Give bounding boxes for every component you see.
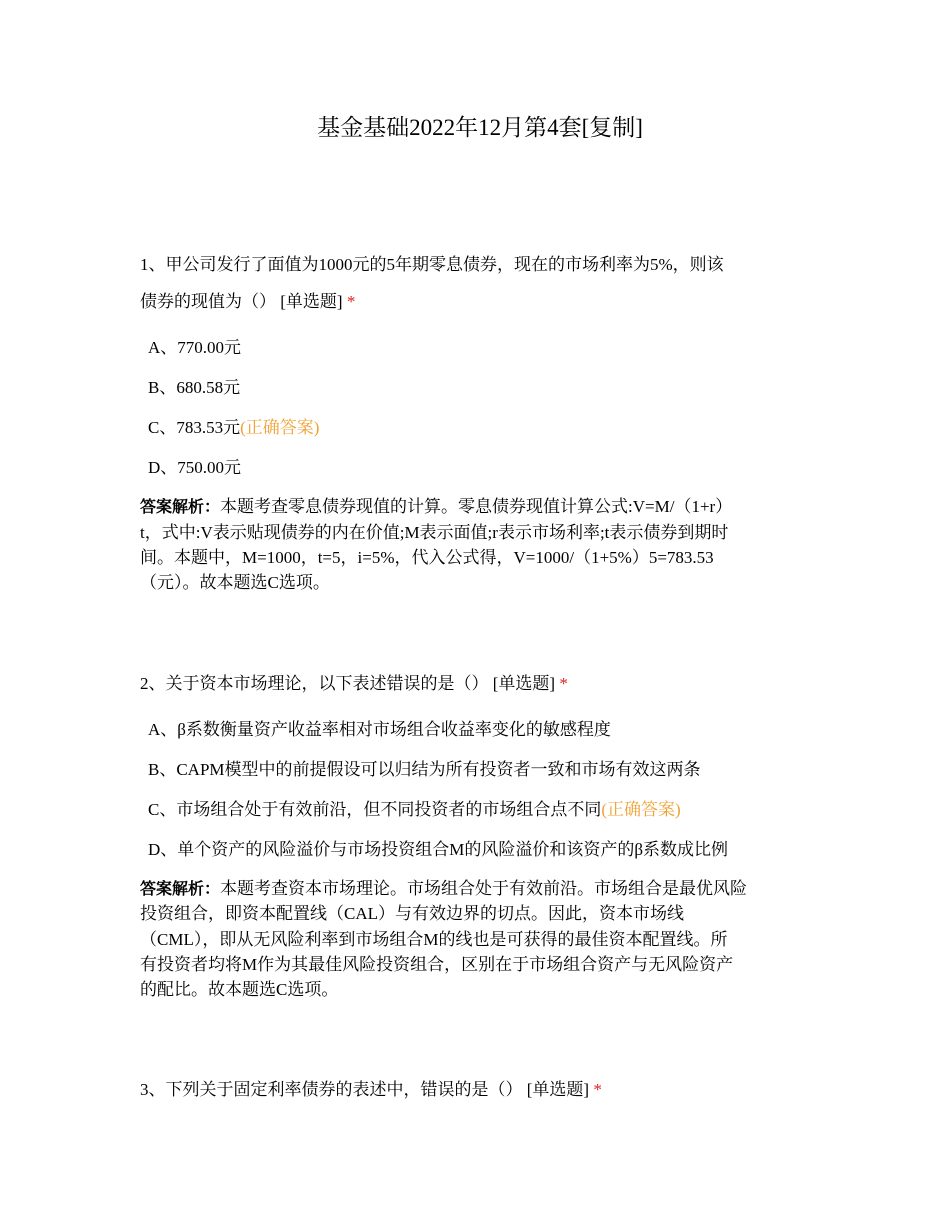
question-type: [单选题] (526, 1080, 590, 1099)
explanation-line: 投资组合，即资本配置线（CAL）与有效边界的切点。因此，资本市场线 (140, 904, 684, 923)
explanation-line: 有投资者均将M作为其最佳风险投资组合，区别在于市场组合资产与无风险资产 (140, 955, 734, 974)
option-d: D、单个资产的风险溢价与市场投资组合M的风险溢价和该资产的β系数成比例 (148, 840, 729, 859)
explanation-label: 答案解析： (140, 497, 221, 516)
explanation-line: （CML），即从无风险利率到市场组合M的线也是可获得的最佳资本配置线。所 (140, 930, 728, 949)
option-d: D、750.00元 (148, 458, 242, 477)
explanation-line (140, 879, 747, 899)
required-marker: * (559, 674, 568, 693)
question-2-line-1 (140, 674, 568, 694)
page-title: 基金基础2022年12月第4套[复制] (317, 115, 643, 140)
option-b: B、CAPM模型中的前提假设可以归结为所有投资者一致和市场有效这两条 (148, 760, 701, 779)
explanation-line (140, 497, 732, 517)
question-1-line-2 (140, 292, 355, 312)
required-marker: * (346, 292, 356, 311)
explanation-line: （元）。故本题选C选项。 (140, 573, 330, 592)
explanation-text: 本题考查零息债券现值的计算。零息债券现值计算公式:V=M/（1+r） (220, 497, 733, 516)
option-a: A、770.00元 (148, 338, 242, 357)
question-text: 2、关于资本市场理论，以下表述错误的是（） (140, 674, 489, 693)
option-c (148, 418, 319, 438)
explanation-line: t，式中:V表示贴现债券的内在价值;M表示面值;r表示市场利率;t表示债券到期时 (140, 523, 729, 542)
question-3-line-1 (140, 1080, 602, 1100)
option-c (148, 800, 681, 820)
question-text: 债券的现值为（） (140, 292, 276, 311)
explanation-label: 答案解析： (140, 879, 221, 898)
explanation-line: 间。本题中，M=1000，t=5，i=5%，代入公式得，V=1000/（1+5%）5=783.53 (140, 548, 714, 567)
option-b: B、680.58元 (148, 378, 241, 397)
option-text: C、市场组合处于有效前沿，但不同投资者的市场组合点不同 (148, 800, 602, 819)
option-a: A、β系数衡量资产收益率相对市场组合收益率变化的敏感程度 (148, 720, 611, 739)
explanation-line: 的配比。故本题选C选项。 (140, 980, 339, 999)
correct-answer-badge: (正确答案) (240, 418, 320, 437)
option-text: C、783.53元 (148, 418, 241, 437)
question-type: [单选题] (280, 292, 343, 311)
question-text: 3、下列关于固定利率债券的表述中，错误的是（） (140, 1080, 523, 1099)
required-marker: * (593, 1080, 602, 1099)
question-1-line-1: 1、甲公司发行了面值为1000元的5年期零息债券，现在的市场利率为5%，则该 (140, 255, 724, 274)
question-type: [单选题] (492, 674, 556, 693)
correct-answer-badge: (正确答案) (601, 800, 681, 819)
explanation-text: 本题考查资本市场理论。市场组合处于有效前沿。市场组合是最优风险 (220, 879, 748, 898)
